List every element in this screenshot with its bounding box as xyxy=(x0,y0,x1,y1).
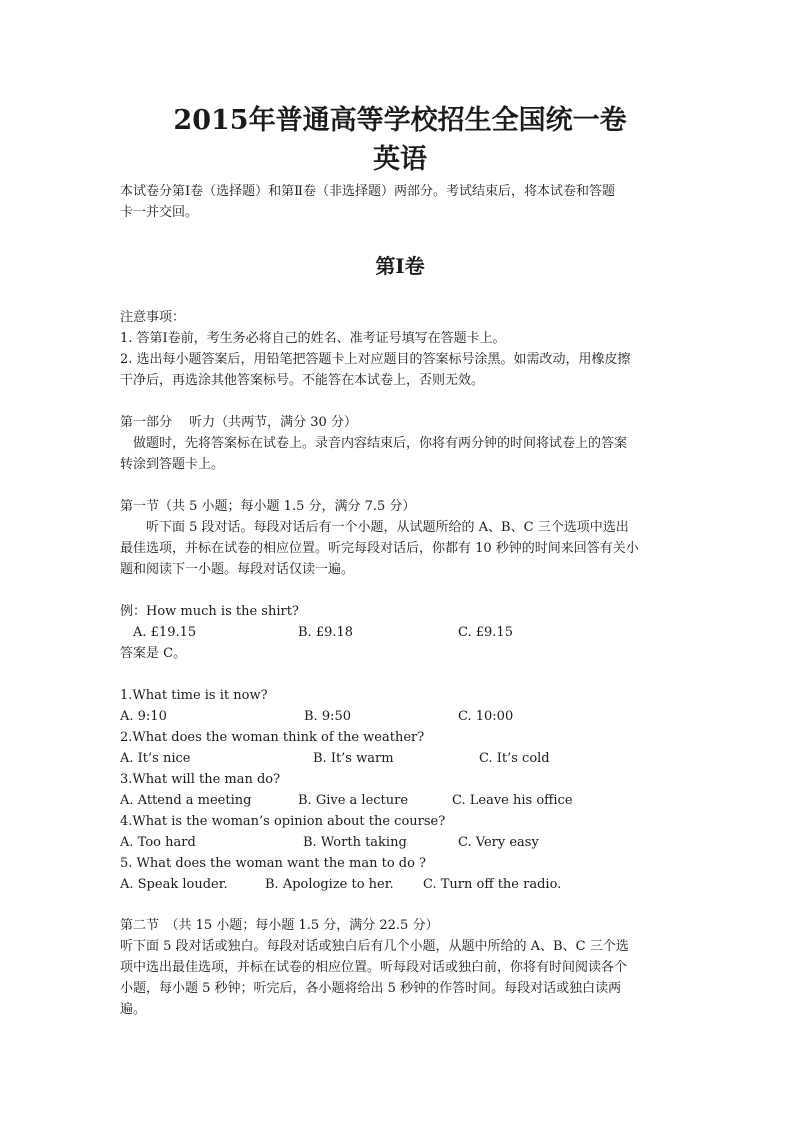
example-options xyxy=(120,622,685,643)
option-b: B. 9:50 xyxy=(304,709,352,724)
option-a: A. £19.15 xyxy=(133,625,197,640)
section1-line: 最佳选项，并标在试卷的相应位置。听完每段对话后，你都有 10 秒钟的时间来回答有关小 xyxy=(120,541,639,556)
questions-block xyxy=(120,685,685,895)
question-text: 1.What time is it now? xyxy=(120,688,268,703)
question-text: 4.What is the woman’s opinion about the course? xyxy=(120,814,446,829)
notes-block xyxy=(120,307,685,391)
option-c: C. It’s cold xyxy=(479,751,550,766)
example-answer: 答案是 C。 xyxy=(120,646,187,661)
notes-heading: 注意事项： xyxy=(120,310,186,325)
notes-line: 干净后，再选涂其他答案标号。不能答在本试卷上，否则无效。 xyxy=(120,373,485,388)
section1-line: 题和阅读下一小题。每段对话仅读一遍。 xyxy=(120,562,355,577)
option-c: C. £9.15 xyxy=(458,625,513,640)
intro-line: 卡一并交回。 xyxy=(120,205,199,220)
option-c: C. Very easy xyxy=(458,835,539,850)
part1-heading: 第一部分 听力（共两节，满分 30 分） xyxy=(120,415,357,430)
option-a: A. Too hard xyxy=(120,835,196,850)
notes-line: 2. 选出每小题答案后，用铅笔把答题卡上对应题目的答案标号涂黑。如需改动，用橡皮擦 xyxy=(120,352,631,367)
volume-title: 第Ⅰ卷 xyxy=(375,254,425,278)
section2-line: 小题，每小题 5 秒钟；听完后，各小题将给出 5 秒钟的作答时间。每段对话或独白读两 xyxy=(120,981,622,996)
intro-line: 本试卷分第Ⅰ卷（选择题）和第Ⅱ卷（非选择题）两部分。考试结束后，将本试卷和答题 xyxy=(120,184,615,199)
option-b: B. Give a lecture xyxy=(298,793,409,808)
question-options xyxy=(120,832,685,853)
option-a: A. Attend a meeting xyxy=(120,793,252,808)
option-c: C. Leave his office xyxy=(452,793,573,808)
option-a: A. It’s nice xyxy=(120,751,191,766)
section2-block xyxy=(120,915,685,1020)
part1-block xyxy=(120,412,685,475)
option-b: B. £9.18 xyxy=(298,625,354,640)
section2-line: 项中选出最佳选项，并标在试卷的相应位置。听每段对话或独白前，你将有时间阅读各个 xyxy=(120,960,628,975)
question-text: 5. What does the woman want the man to do ? xyxy=(120,856,427,871)
subject-title: 英语 xyxy=(373,144,427,175)
example-question: 例：How much is the shirt? xyxy=(120,604,299,619)
section1-line: 听下面 5 段对话。每段对话后有一个小题，从试题所给的 A、B、C 三个选项中选出 xyxy=(146,520,629,535)
option-a: A. 9:10 xyxy=(120,709,167,724)
part1-line: 转涂到答题卡上。 xyxy=(120,457,225,472)
question-options xyxy=(120,706,685,727)
option-c: C. Turn off the radio. xyxy=(423,877,562,892)
question-text: 2.What does the woman think of the weather? xyxy=(120,730,425,745)
intro-paragraph xyxy=(120,181,685,223)
question-options xyxy=(120,748,685,769)
part1-line: 做题时，先将答案标在试卷上。录音内容结束后，你将有两分钟的时间将试卷上的答案 xyxy=(133,436,628,451)
example-block xyxy=(120,601,685,664)
section1-heading: 第一节（共 5 小题；每小题 1.5 分，满分 7.5 分） xyxy=(120,499,416,514)
question-text: 3.What will the man do? xyxy=(120,772,281,787)
exam-title: 2015年普通高等学校招生全国统一卷 xyxy=(173,105,627,136)
notes-line: 1. 答第Ⅰ卷前，考生务必将自己的姓名、准考证号填写在答题卡上。 xyxy=(120,331,506,346)
section1-block xyxy=(120,496,685,580)
question-options xyxy=(120,790,685,811)
section2-heading: 第二节 （共 15 小题；每小题 1.5 分，满分 22.5 分） xyxy=(120,918,439,933)
question-options xyxy=(120,874,685,895)
option-a: A. Speak louder. xyxy=(120,877,228,892)
section2-line: 遍。 xyxy=(120,1002,147,1017)
section2-line: 听下面 5 段对话或独白。每段对话或独白后有几个小题，从题中所给的 A、B、C 三个选 xyxy=(120,939,629,954)
option-b: B. It’s warm xyxy=(313,751,394,766)
option-b: B. Apologize to her. xyxy=(265,877,394,892)
option-b: B. Worth taking xyxy=(303,835,407,850)
option-c: C. 10:00 xyxy=(458,709,514,724)
